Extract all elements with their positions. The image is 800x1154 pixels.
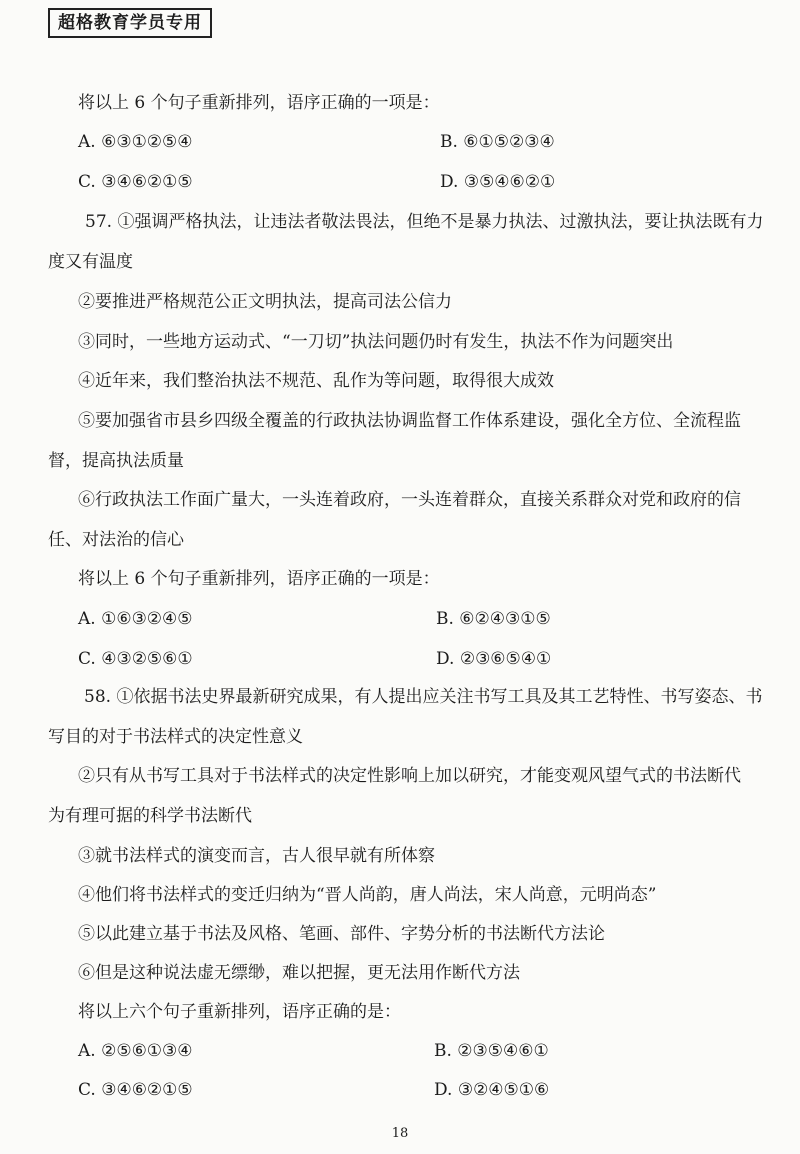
q57-sentence-6-line-2: 任、对法治的信心 bbox=[48, 530, 184, 550]
page-number: 18 bbox=[391, 1126, 409, 1141]
q58-sentence-3: ③就书法样式的演变而言，古人很早就有所体察 bbox=[78, 846, 435, 866]
q58-prompt: 将以上六个句子重新排列，语序正确的是： bbox=[78, 1002, 401, 1022]
q57-prompt: 将以上 6 个句子重新排列，语序正确的一项是： bbox=[78, 569, 440, 589]
q58-sentence-1-line-2: 写目的对于书法样式的决定性意义 bbox=[48, 727, 303, 747]
q58-sentence-5: ⑤以此建立基于书法及风格、笔画、部件、字势分析的书法断代方法论 bbox=[78, 924, 605, 944]
q56-option-c: C. ③④⑥②①⑤ bbox=[78, 172, 193, 192]
q57-sentence-4: ④近年来，我们整治执法不规范、乱作为等问题，取得很大成效 bbox=[78, 371, 554, 391]
q56-option-b: B. ⑥①⑤②③④ bbox=[440, 132, 555, 152]
q57-option-d: D. ②③⑥⑤④① bbox=[436, 649, 552, 669]
q58-sentence-6: ⑥但是这种说法虚无缥缈，难以把握，更无法用作断代方法 bbox=[78, 963, 520, 983]
q57-sentence-1-line-2: 度又有温度 bbox=[48, 252, 133, 272]
q58-sentence-2-line-2: 为有理可据的科学书法断代 bbox=[48, 806, 252, 826]
q56-option-a: A. ⑥③①②⑤④ bbox=[78, 132, 193, 152]
q57-sentence-6-line-1: ⑥行政执法工作面广量大，一头连着政府，一头连着群众，直接关系群众对党和政府的信 bbox=[78, 490, 741, 510]
q58-option-c: C. ③④⑥②①⑤ bbox=[78, 1080, 193, 1100]
q58-option-b: B. ②③⑤④⑥① bbox=[434, 1041, 549, 1061]
q58-sentence-4: ④他们将书法样式的变迁归纳为“晋人尚韵，唐人尚法，宋人尚意，元明尚态” bbox=[78, 885, 657, 905]
q57-sentence-2: ②要推进严格规范公正文明执法，提高司法公信力 bbox=[78, 292, 452, 312]
q57-sentence-3: ③同时，一些地方运动式、“一刀切”执法问题仍时有发生，执法不作为问题突出 bbox=[78, 332, 674, 352]
q56-option-d: D. ③⑤④⑥②① bbox=[440, 172, 556, 192]
watermark-stamp: 超格教育学员专用 bbox=[48, 8, 212, 38]
q56-prompt: 将以上 6 个句子重新排列，语序正确的一项是： bbox=[78, 93, 440, 113]
q58-sentence-1-line-1: 58. ①依据书法史界最新研究成果，有人提出应关注书写工具及其工艺特性、书写姿态、书 bbox=[84, 687, 763, 707]
q57-sentence-5-line-1: ⑤要加强省市县乡四级全覆盖的行政执法协调监督工作体系建设，强化全方位、全流程监 bbox=[78, 411, 741, 431]
q57-sentence-5-line-2: 督，提高执法质量 bbox=[48, 451, 184, 471]
q58-option-d: D. ③②④⑤①⑥ bbox=[434, 1080, 550, 1100]
q57-sentence-1-line-1: 57. ①强调严格执法，让违法者敬法畏法，但绝不是暴力执法、过激执法，要让执法既有力 bbox=[85, 212, 764, 232]
q57-option-c: C. ④③②⑤⑥① bbox=[78, 649, 193, 669]
q58-sentence-2-line-1: ②只有从书写工具对于书法样式的决定性影响上加以研究，才能变观风望气式的书法断代 bbox=[78, 766, 741, 786]
q57-option-a: A. ①⑥③②④⑤ bbox=[78, 609, 193, 629]
q58-option-a: A. ②⑤⑥①③④ bbox=[78, 1041, 193, 1061]
q57-option-b: B. ⑥②④③①⑤ bbox=[436, 609, 551, 629]
